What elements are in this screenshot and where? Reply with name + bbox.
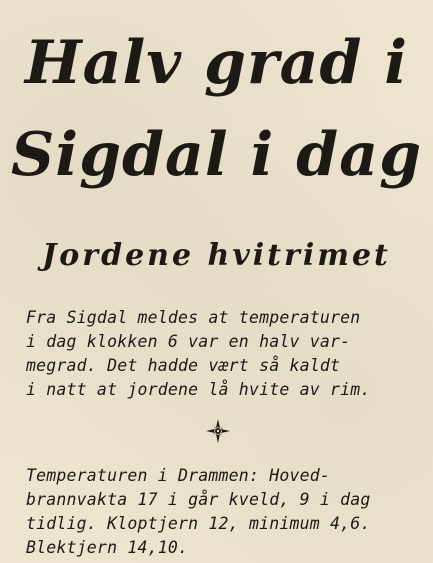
paragraph-line: i natt at jordene lå hvite av rim. [26, 380, 371, 399]
subheadline: Jordene hvitrimet [42, 238, 391, 273]
paragraph-line: tidlig. Kloptjern 12, minimum 4,6. [26, 514, 371, 533]
star-ornament-icon [205, 418, 231, 444]
headline-line-1: Halv grad i [24, 28, 409, 98]
paragraph-line: brannvakta 17 i går kveld, 9 i dag [26, 490, 371, 509]
headline-line-2: Sigdal i dag [10, 120, 423, 190]
paragraph-drammen [26, 464, 418, 560]
paragraph-line: megrad. Det hadde vært så kaldt [26, 356, 341, 375]
paragraph-line: Blektjern 14,10. [26, 538, 189, 557]
paragraph-sigdal [26, 306, 418, 402]
paragraph-line: Temperaturen i Drammen: Hoved- [26, 466, 331, 485]
paragraph-line: i dag klokken 6 var en halv var- [26, 332, 351, 351]
paragraph-line: Fra Sigdal meldes at temperaturen [26, 308, 361, 327]
